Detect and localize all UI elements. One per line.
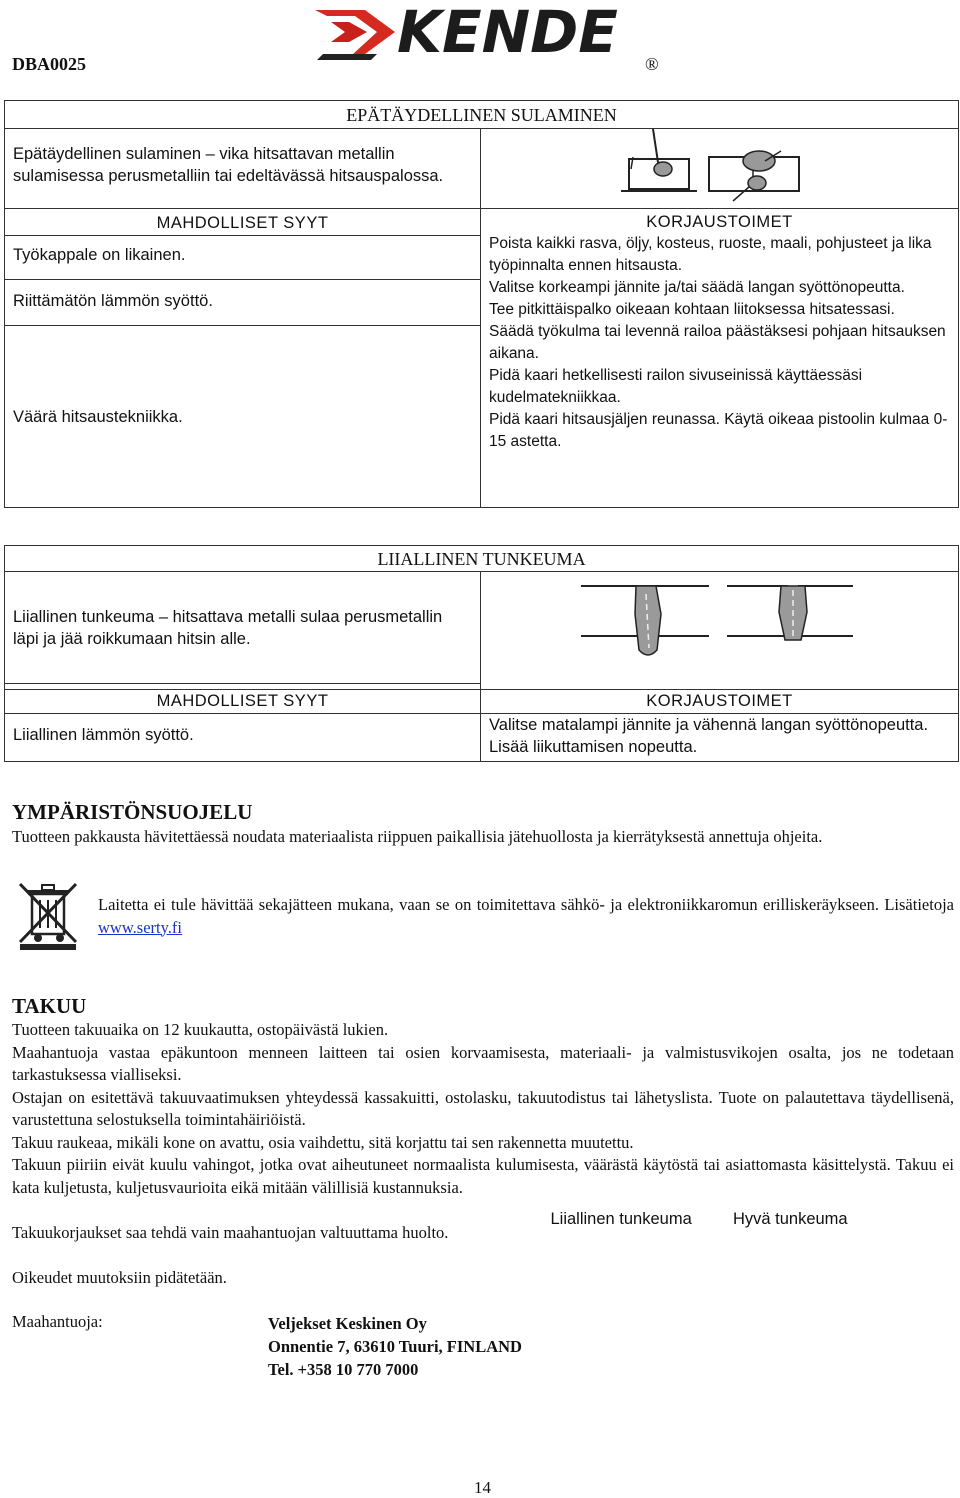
causes-header: MAHDOLLISET SYYT [5, 209, 481, 236]
defect-description: Liiallinen tunkeuma – hitsattava metalli sulaa perusmetallin läpi ja jää roikkumaan hitsin alle. [5, 572, 481, 684]
warranty-line: Ostajan on esitettävä takuuvaatimuksen yhteydessä kassakuitti, ostolasku, takuutodistus tai lähetyslista. Tuote on palautettava täydellisenä, varustettuna selostuksella toimintahäiriöistä. [12, 1087, 954, 1129]
remedy-item: Tee pitkittäispalko oikeaan kohtaan liitoksessa hitsatessasi. [489, 301, 895, 318]
weee-bin-icon [16, 880, 80, 952]
warranty-repairs: Takuukorjaukset saa tehdä vain maahantuojan valtuuttama huolto. [12, 1223, 449, 1242]
excess-penetration-label: Liiallinen tunkeuma [550, 1209, 692, 1228]
remedies-header: KORJAUSTOIMET [646, 213, 793, 231]
cause-item: Riittämätön lämmön syöttö. [5, 280, 481, 326]
logo-text: KENDE [397, 2, 618, 62]
disposal-paragraph [98, 894, 954, 939]
warranty-line: Takuun piiriin eivät kuulu vahingot, jotka ovat aiheutuneet normaalista kulumisesta, väärästä käytöstä tai asiattomasta käsittelystä. Takuu ei kata kuljetusta, kuljetusvaurioita eikä mitään välillisiä kustannuksia. [12, 1155, 954, 1197]
warranty-heading: TAKUU [12, 994, 87, 1018]
image-labels [551, 1208, 881, 1230]
rights-reserved: Oikeudet muutoksiin pidätetään. [12, 1268, 227, 1287]
incomplete-fusion-table [4, 100, 959, 508]
remedies-header: KORJAUSTOIMET [481, 690, 959, 714]
disposal-text: Laitetta ei tule hävittää sekajätteen mukana, vaan se on toimitettava sähkö- ja elektroniikkaromun erilliskeräykseen. Lisätietoja [98, 895, 954, 914]
cause-item: Työkappale on likainen. [5, 236, 481, 280]
remedy-item: Valitse matalampi jännite ja vähennä langan syöttönopeutta. Lisää liikuttamisen nopeutta. [481, 714, 959, 762]
document-code: DBA0025 [12, 54, 87, 74]
incomplete-fusion-illustration [481, 129, 959, 202]
serty-link[interactable]: www.serty.fi [98, 917, 183, 937]
importer-phone: Tel. +358 10 770 7000 [268, 1360, 419, 1379]
remedy-item: Poista kaikki rasva, öljy, kosteus, ruoste, maali, pohjusteet ja lika työpinnalta ennen hitsausta. [489, 235, 932, 274]
importer-label: Maahantuoja: [12, 1312, 103, 1331]
section-title: EPÄTÄYDELLINEN SULAMINEN [5, 101, 959, 129]
registered-mark: ® [645, 54, 659, 74]
importer-name: Veljekset Keskinen Oy [268, 1314, 427, 1333]
warranty-line: Takuu raukeaa, mikäli kone on avattu, osia vaihdettu, sitä korjattu tai sen rakennetta muutettu. [12, 1132, 634, 1152]
fusion-illustration-cell [481, 129, 959, 209]
section-title: LIIALLINEN TUNKEUMA [5, 546, 959, 572]
kende-logo [315, 2, 635, 62]
warranty-line: Maahantuoja vastaa epäkuntoon menneen laitteen tai osien korvaamisesta, materiaali- ja valmistusvikojen osalta, jos ne todetaan tarkastuksessa vialliseksi. [12, 1042, 954, 1084]
warranty-line: Tuotteen takuuaika on 12 kuukautta, ostopäivästä lukien. [12, 1020, 389, 1039]
cause-item: Väärä hitsaustekniikka. [5, 326, 481, 508]
remedy-item: Pidä kaari hetkellisesti railon sivuseinissä käyttäessäsi kudelmatekniikkaa. [489, 367, 863, 406]
penetration-illustration [481, 572, 959, 662]
remedy-item: Valitse korkeampi jännite ja/tai säädä langan syöttönopeutta. [489, 279, 905, 296]
causes-header: MAHDOLLISET SYYT [5, 690, 481, 714]
remedy-item: Pidä kaari hitsausjäljen reunassa. Käytä oikeaa pistoolin kulmaa 0-15 astetta. [489, 411, 948, 450]
importer-address: Onnentie 7, 63610 Tuuri, FINLAND [268, 1337, 522, 1356]
defect-description: Epätäydellinen sulaminen – vika hitsattavan metallin sulamisessa perusmetalliin tai edeltävässä hitsauspalossa. [5, 129, 481, 209]
good-penetration-label: Hyvä tunkeuma [732, 1209, 848, 1228]
cause-item: Liiallinen lämmön syöttö. [5, 714, 481, 762]
remedies-cell [481, 209, 959, 508]
environment-paragraph: Tuotteen pakkausta hävitettäessä noudata materiaalista riippuen paikallisia jätehuollosta ja kierrätyksestä annettuja ohjeita. [12, 827, 823, 846]
importer-block [268, 1312, 522, 1381]
warranty-body [12, 1019, 954, 1199]
remedy-item: Säädä työkulma tai levennä railoa päästäksesi pohjaan hitsauksen aikana. [489, 323, 946, 362]
environment-heading: YMPÄRISTÖNSUOJELU [12, 800, 253, 824]
page-number: 14 [474, 1478, 491, 1497]
